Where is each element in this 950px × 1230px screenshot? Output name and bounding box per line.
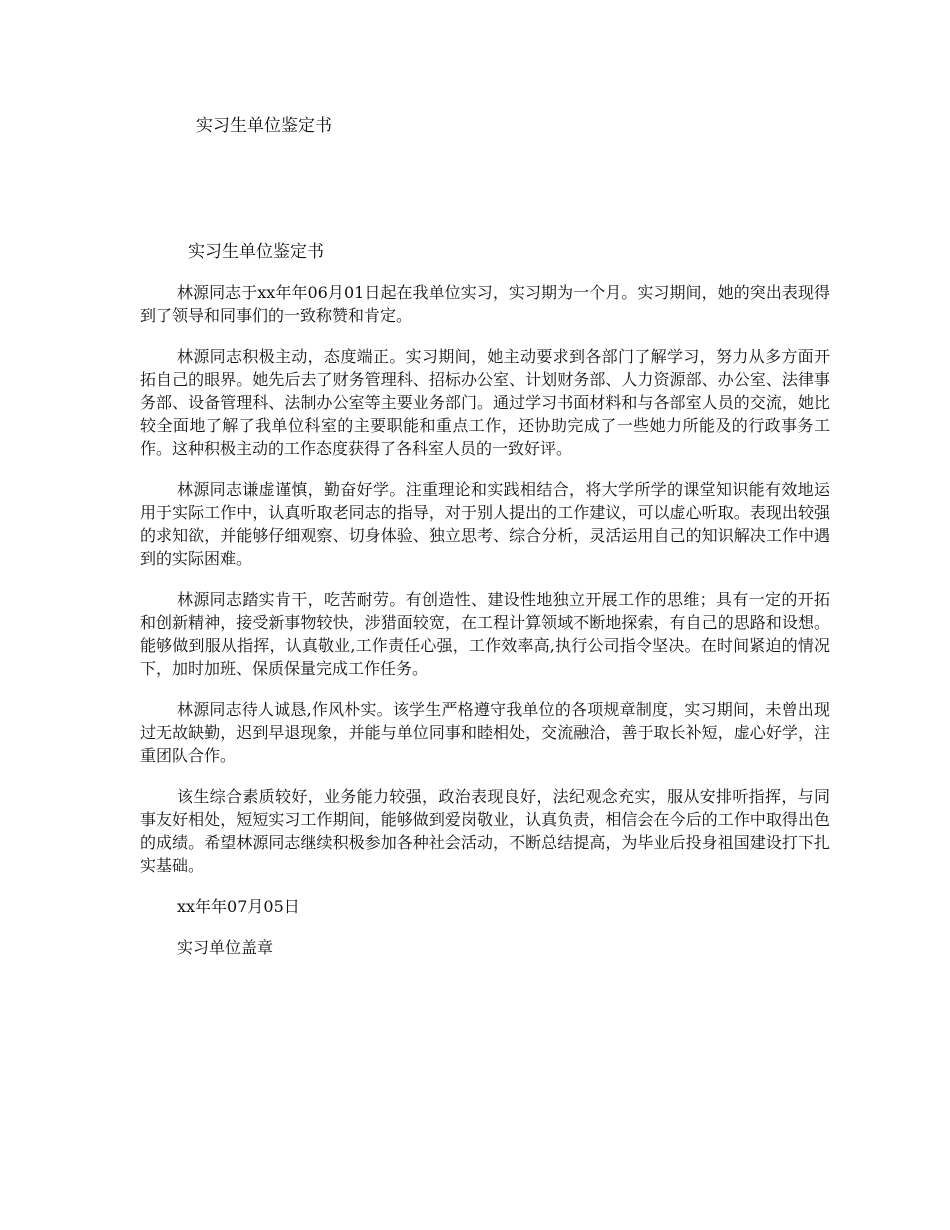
paragraph-attitude: 林源同志积极主动，态度端正。实习期间，她主动要求到各部门了解学习，努力从多方面开拓自己的眼界。她先后去了财务管理科、招标办公室、计划财务部、人力资源部、办公室、法律事务部、设备管理科、法制办公室等主要业务部门。通过学习书面材料和与各部室人员的交流，她比较全面地了解了我单位科室的主要职能和重点工作，还协助完成了一些她力所能及的行政事务工作。这种积极主动的工作态度获得了各科室人员的一致好评。 bbox=[140, 347, 830, 458]
paragraph-summary: 该生综合素质较好，业务能力较强，政治表现良好，法纪观念充实，服从安排听指挥，与同事友好相处，短短实习工作期间，能够做到爱岗敬业，认真负责，相信会在今后的工作中取得出色的成绩。希望林源同志继续积极参加各种社会活动，不断总结提高，为毕业后投身祖国建设打下扎实基础。 bbox=[140, 787, 830, 875]
paragraph-study: 林源同志谦虚谨慎，勤奋好学。注重理论和实践相结合，将大学所学的课堂知识能有效地运用于实际工作中，认真听取老同志的指导，对于别人提出的工作建议，可以虚心听取。表现出较强的求知欲，并能够仔细观察、切身体验、独立思考、综合分析，灵活运用自己的知识解决工作中遇到的实际困难。 bbox=[140, 480, 830, 568]
paragraph-work: 林源同志踏实肯干，吃苦耐劳。有创造性、建设性地独立开展工作的思维；具有一定的开拓和创新精神，接受新事物较快，涉猎面较宽，在工程计算领域不断地探索，有自己的思路和设想。能够做到服从指挥，认真敬业,工作责任心强，工作效率高,执行公司指令坚决。在时间紧迫的情况下，加时加班、保质保量完成工作任务。 bbox=[140, 590, 830, 678]
document-title: 实习生单位鉴定书 bbox=[188, 242, 324, 262]
paragraph-conduct: 林源同志待人诚恳,作风朴实。该学生严格遵守我单位的各项规章制度，实习期间，未曾出现过无故缺勤，迟到早退现象，并能与单位同事和睦相处，交流融洽，善于取长补短，虚心好学，注重团队合作。 bbox=[140, 700, 830, 765]
stamp-label: 实习单位盖章 bbox=[177, 938, 274, 957]
header-title: 实习生单位鉴定书 bbox=[196, 116, 332, 136]
document-body bbox=[140, 240, 830, 977]
paragraph-intro: 林源同志于xx年年06月01日起在我单位实习，实习期为一个月。实习期间，她的突出表现得到了领导和同事们的一致称赞和肯定。 bbox=[140, 283, 830, 325]
document-date: xx年年07月05日 bbox=[177, 897, 300, 916]
